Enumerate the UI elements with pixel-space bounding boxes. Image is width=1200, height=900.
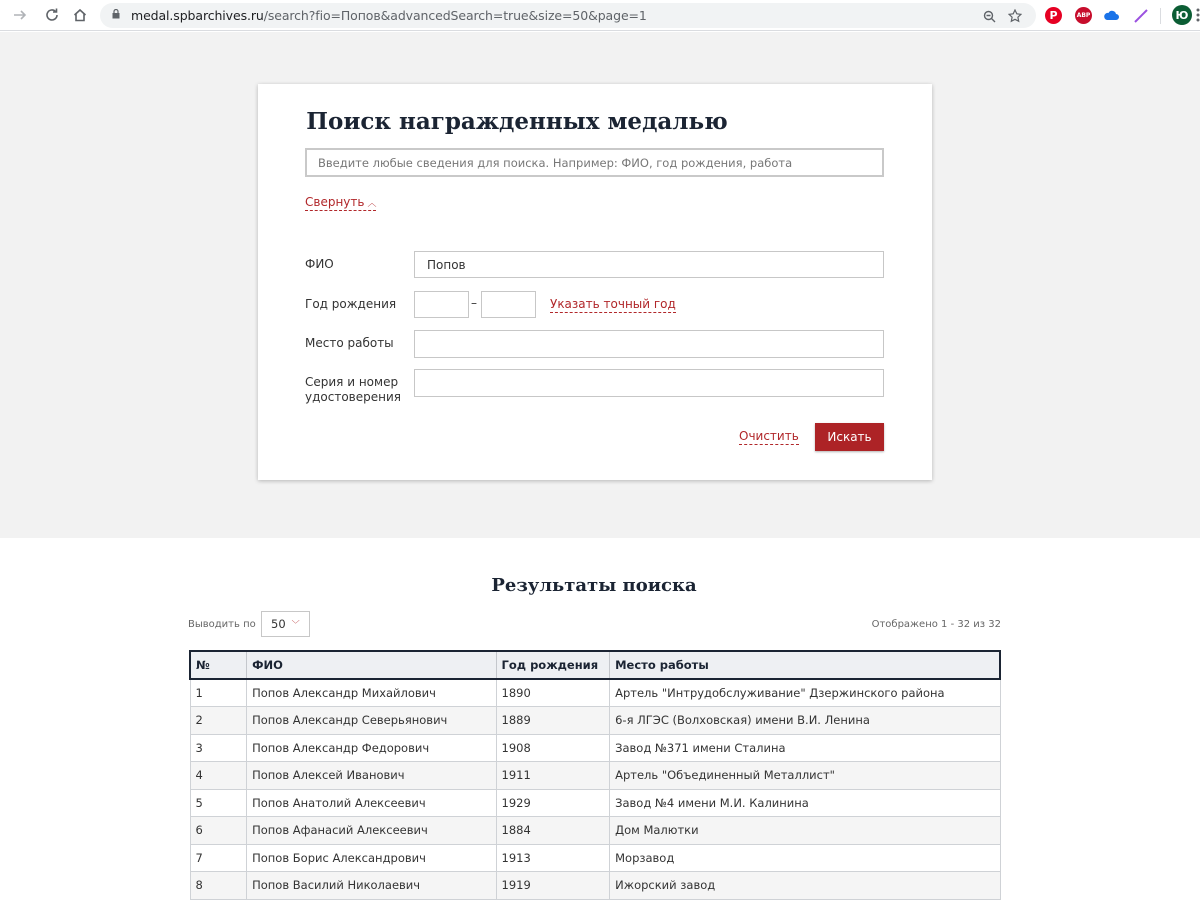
certificate-label-line2: удостоверения bbox=[305, 390, 401, 404]
cell-name[interactable]: Попов Александр Федорович bbox=[247, 734, 496, 762]
workplace-field-wrapper bbox=[414, 330, 884, 358]
cell-name[interactable]: Попов Афанасий Алексеевич bbox=[247, 817, 496, 845]
page-title: Поиск награжденных медалью bbox=[306, 108, 728, 135]
clear-button[interactable]: Очистить bbox=[739, 429, 799, 443]
cell-workplace: Артель "Интрудобслуживание" Дзержинского района bbox=[610, 679, 1000, 707]
cell-birth-year: 1913 bbox=[496, 844, 610, 872]
cell-workplace: Артель "Объединенный Металлист" bbox=[610, 762, 1000, 790]
bookmark-star-icon[interactable] bbox=[1006, 7, 1024, 25]
certificate-label-line1: Серия и номер bbox=[305, 375, 399, 389]
fio-label: ФИО bbox=[305, 257, 334, 271]
certificate-field-wrapper bbox=[414, 369, 884, 397]
cell-name[interactable]: Попов Алексей Иванович bbox=[247, 762, 496, 790]
browser-toolbar bbox=[0, 0, 1200, 31]
cell-birth-year: 1890 bbox=[496, 679, 610, 707]
adblock-icon[interactable]: ABP bbox=[1075, 7, 1092, 24]
cell-name[interactable]: Попов Василий Николаевич bbox=[247, 872, 496, 900]
cell-workplace: Дом Малютки bbox=[610, 817, 1000, 845]
menu-dots-icon[interactable] bbox=[1196, 6, 1200, 24]
birth-year-from-field[interactable] bbox=[415, 292, 468, 317]
certificate-label bbox=[305, 375, 401, 405]
pinterest-icon[interactable]: P bbox=[1045, 7, 1062, 24]
birth-year-to-field[interactable] bbox=[482, 292, 535, 317]
search-input[interactable] bbox=[307, 150, 882, 175]
cell-workplace: Завод №4 имени М.И. Калинина bbox=[610, 789, 1000, 817]
column-header-name[interactable]: ФИО bbox=[247, 651, 496, 679]
url-text bbox=[131, 8, 647, 23]
year-range-dash: – bbox=[471, 296, 477, 310]
cell-number: 3 bbox=[190, 734, 247, 762]
cell-number: 2 bbox=[190, 707, 247, 735]
column-header-birth-year[interactable]: Год рождения bbox=[496, 651, 610, 679]
toolbar-separator bbox=[1160, 8, 1161, 24]
cell-name[interactable]: Попов Александр Северьянович bbox=[247, 707, 496, 735]
cell-name[interactable]: Попов Анатолий Алексеевич bbox=[247, 789, 496, 817]
url-path: /search?fio=Попов&advancedSearch=true&size=50&page=1 bbox=[263, 8, 647, 23]
results-count: Отображено 1 - 32 из 32 bbox=[871, 619, 1001, 630]
address-bar[interactable] bbox=[100, 3, 1036, 28]
table-row[interactable] bbox=[190, 872, 1000, 900]
url-host: medal.spbarchives.ru bbox=[131, 8, 264, 23]
column-header-workplace[interactable]: Место работы bbox=[610, 651, 1000, 679]
birth-year-to-wrapper bbox=[481, 291, 536, 318]
profile-avatar[interactable]: Ю bbox=[1172, 5, 1192, 25]
table-row[interactable] bbox=[190, 734, 1000, 762]
birth-year-label: Год рождения bbox=[305, 297, 397, 311]
table-header-row bbox=[190, 651, 1000, 679]
chevron-down-icon: ﹀ bbox=[291, 619, 300, 629]
cell-number: 6 bbox=[190, 817, 247, 845]
search-input-wrapper bbox=[305, 148, 884, 177]
cell-birth-year: 1889 bbox=[496, 707, 610, 735]
home-icon[interactable] bbox=[68, 3, 92, 27]
fio-field-wrapper bbox=[414, 251, 884, 278]
collapse-link[interactable] bbox=[305, 195, 376, 211]
column-header-number[interactable]: № bbox=[190, 651, 247, 679]
cell-birth-year: 1884 bbox=[496, 817, 610, 845]
cell-birth-year: 1908 bbox=[496, 734, 610, 762]
cell-birth-year: 1911 bbox=[496, 762, 610, 790]
cell-workplace: Морзавод bbox=[610, 844, 1000, 872]
cell-name[interactable]: Попов Александр Михайлович bbox=[247, 679, 496, 707]
table-row[interactable] bbox=[190, 679, 1000, 707]
forward-icon[interactable] bbox=[8, 3, 32, 27]
workplace-field[interactable] bbox=[415, 331, 883, 357]
table-row[interactable] bbox=[190, 844, 1000, 872]
search-button[interactable]: Искать bbox=[815, 423, 884, 451]
cloud-extension-icon[interactable] bbox=[1103, 7, 1120, 24]
cell-workplace: Ижорский завод bbox=[610, 872, 1000, 900]
cell-workplace: 6-я ЛГЭС (Волховская) имени В.И. Ленина bbox=[610, 707, 1000, 735]
cell-name[interactable]: Попов Борис Александрович bbox=[247, 844, 496, 872]
fio-field[interactable] bbox=[415, 252, 883, 277]
cell-birth-year: 1929 bbox=[496, 789, 610, 817]
zoom-icon[interactable] bbox=[980, 7, 998, 25]
certificate-field[interactable] bbox=[415, 370, 883, 396]
table-row[interactable] bbox=[190, 707, 1000, 735]
search-card bbox=[258, 84, 932, 480]
cell-birth-year: 1919 bbox=[496, 872, 610, 900]
cell-number: 7 bbox=[190, 844, 247, 872]
feather-extension-icon[interactable] bbox=[1132, 7, 1149, 24]
table-row[interactable] bbox=[190, 817, 1000, 845]
per-page-label: Выводить по bbox=[188, 619, 256, 630]
birth-year-from-wrapper bbox=[414, 291, 469, 318]
collapse-label: Свернуть bbox=[305, 195, 365, 209]
exact-year-link[interactable]: Указать точный год bbox=[550, 297, 676, 311]
reload-icon[interactable] bbox=[40, 3, 64, 27]
table-row[interactable] bbox=[190, 762, 1000, 790]
workplace-label: Место работы bbox=[305, 336, 394, 350]
cell-number: 8 bbox=[190, 872, 247, 900]
cell-number: 1 bbox=[190, 679, 247, 707]
cell-number: 5 bbox=[190, 789, 247, 817]
per-page-select[interactable] bbox=[261, 611, 310, 637]
table-row[interactable] bbox=[190, 789, 1000, 817]
chevron-up-icon: ︿ bbox=[367, 199, 377, 209]
per-page-value: 50 bbox=[271, 617, 286, 631]
lock-icon bbox=[112, 9, 120, 19]
results-table bbox=[189, 650, 1001, 900]
cell-workplace: Завод №371 имени Сталина bbox=[610, 734, 1000, 762]
results-title: Результаты поиска bbox=[491, 575, 697, 596]
cell-number: 4 bbox=[190, 762, 247, 790]
